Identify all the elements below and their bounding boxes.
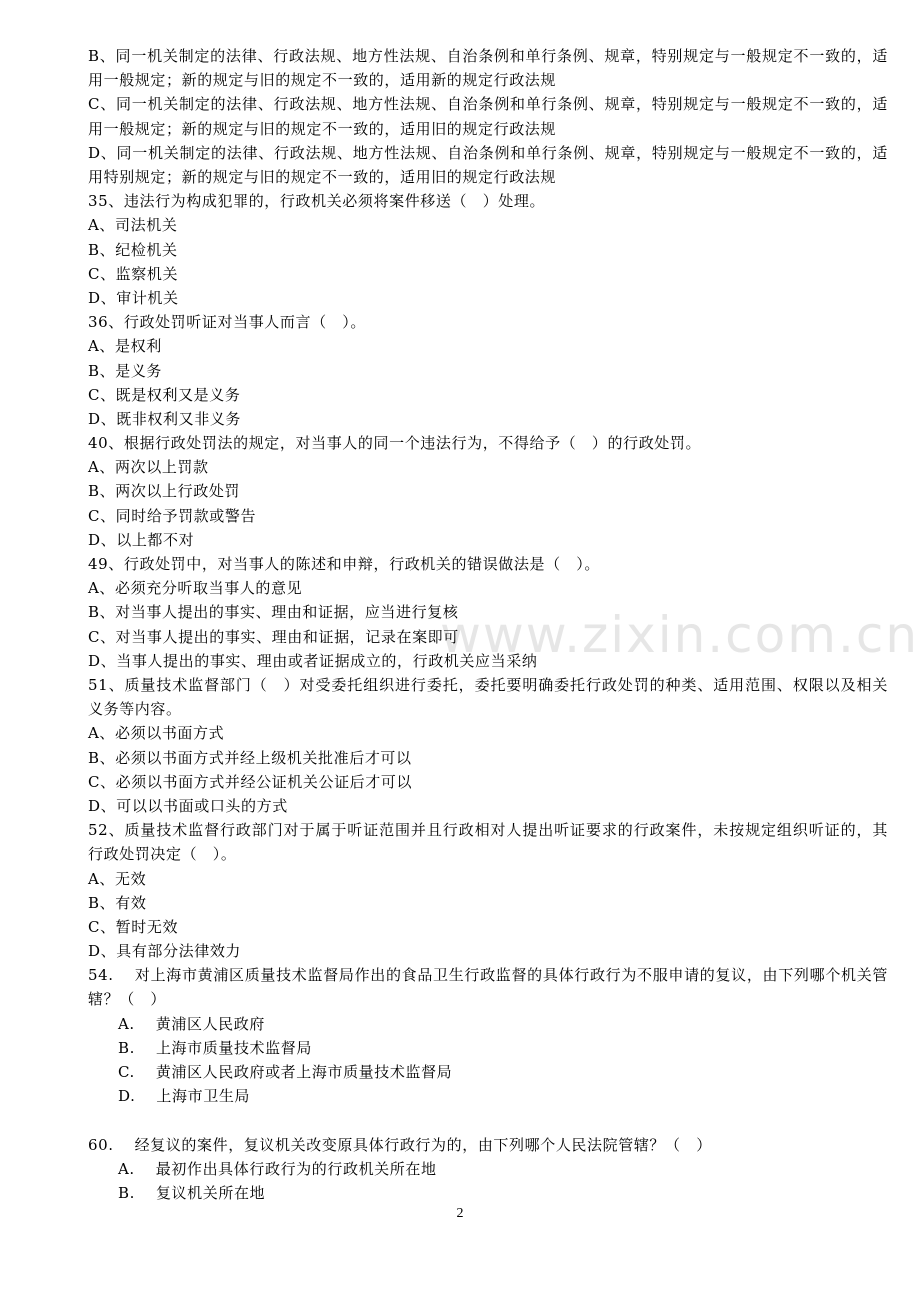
text-line: D、具有部分法律效力	[88, 942, 242, 961]
text-line: 54. 对上海市黄浦区质量技术监督局作出的食品卫生行政监督的具体行政行为不服申请的复议，由下列哪个机关管辖？（ ）	[88, 966, 888, 1009]
text-line: C、同一机关制定的法律、行政法规、地方性法规、自治条例和单行条例、规章，特别规定与一般规定不一致的，适用一般规定；新的规定与旧的规定不一致的，适用旧的规定行政法规	[88, 95, 888, 138]
text-line: B、是义务	[88, 361, 163, 380]
text-line: C、必须以书面方式并经公证机关公证后才可以	[88, 772, 413, 791]
text-line: D、可以以书面或口头的方式	[88, 796, 288, 815]
page-number: 2	[456, 1206, 464, 1221]
text-line: 52、质量技术监督行政部门对于属于听证范围并且行政相对人提出听证要求的行政案件，未按规定组织听证的，其行政处罚决定（ ）。	[88, 821, 888, 864]
blank-line	[88, 1108, 888, 1132]
option-line: A. 黄浦区人民政府	[118, 1014, 265, 1033]
text-line: B、两次以上行政处罚	[88, 482, 241, 501]
text-line: B、纪检机关	[88, 240, 178, 259]
text-line: A、必须充分听取当事人的意见	[88, 579, 303, 598]
option-line: B. 复议机关所在地	[118, 1184, 266, 1202]
text-line: C、同时给予罚款或警告	[88, 506, 257, 525]
text-line: 36、行政处罚听证对当事人而言（ ）。	[88, 313, 366, 332]
text-line: C、对当事人提出的事实、理由和证据，记录在案即可	[88, 627, 459, 646]
text-line: C、既是权利又是义务	[88, 385, 241, 404]
text-line: A、是权利	[88, 337, 162, 356]
option-line: B. 上海市质量技术监督局	[118, 1038, 312, 1057]
text-line: D、既非权利又非义务	[88, 409, 242, 428]
text-line: D、以上都不对	[88, 530, 195, 549]
option-line: C. 黄浦区人民政府或者上海市质量技术监督局	[118, 1063, 453, 1082]
text-line: 35、违法行为构成犯罪的，行政机关必须将案件移送（ ）处理。	[88, 192, 546, 211]
text-line: D、同一机关制定的法律、行政法规、地方性法规、自治条例和单行条例、规章，特别规定与一般规定不一致的，适用特别规定；新的规定与旧的规定不一致的，适用旧的规定行政法规	[88, 143, 888, 187]
text-line: A、必须以书面方式	[88, 724, 225, 743]
text-line: A、司法机关	[88, 216, 178, 235]
watermark: www.zixin.com.cn	[440, 606, 920, 664]
text-line: 49、行政处罚中，对当事人的陈述和申辩，行政机关的错误做法是（ ）。	[88, 555, 600, 574]
text-line: B、对当事人提出的事实、理由和证据，应当进行复核	[88, 603, 459, 622]
text-line: D、当事人提出的事实、理由或者证据成立的，行政机关应当采纳	[88, 651, 538, 670]
text-line: 40、根据行政处罚法的规定，对当事人的同一个违法行为，不得给予（ ）的行政处罚。	[88, 434, 702, 453]
text-line: A、无效	[88, 869, 147, 888]
option-line: A. 最初作出具体行政行为的行政机关所在地	[118, 1159, 437, 1178]
text-line: B、有效	[88, 893, 147, 912]
text-line: D、审计机关	[88, 288, 179, 307]
text-line: C、暂时无效	[88, 917, 179, 936]
text-line: C、监察机关	[88, 264, 179, 283]
text-line: B、同一机关制定的法律、行政法规、地方性法规、自治条例和单行条例、规章，特别规定与一般规定不一致的，适用一般规定；新的规定与旧的规定不一致的，适用新的规定行政法规	[88, 47, 888, 90]
option-line: D. 上海市卫生局	[118, 1087, 251, 1106]
text-line: 51、质量技术监督部门（ ）对受委托组织进行委托，委托要明确委托行政处罚的种类、适用范围、权限以及相关义务等内容。	[88, 675, 888, 719]
text-line: 60. 经复议的案件，复议机关改变原具体行政行为的，由下列哪个人民法院管辖？（ ）	[88, 1135, 712, 1154]
text-line: A、两次以上罚款	[88, 458, 209, 477]
text-line: B、必须以书面方式并经上级机关批准后才可以	[88, 748, 412, 767]
question-list	[88, 44, 888, 1205]
